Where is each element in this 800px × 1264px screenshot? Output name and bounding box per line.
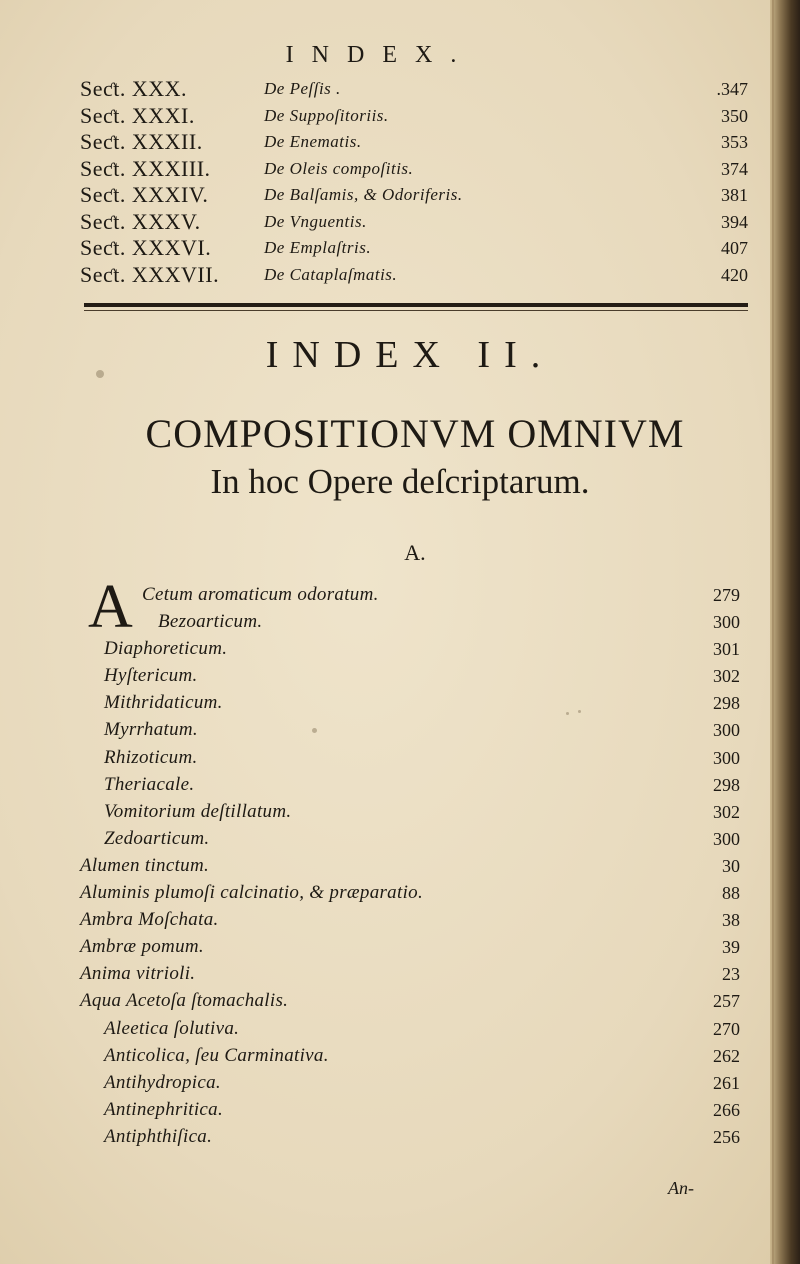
section-title: De Oleis compoſitis. [264,158,414,178]
section-row [80,76,748,103]
index-entry [0,1018,800,1045]
entry-text: Zedoarticum. [104,827,210,849]
index-entry [0,936,800,963]
section-row [80,156,748,183]
index-entry [0,1126,800,1153]
entry-page-number: 298 [713,693,740,714]
entry-page-number: 302 [713,801,740,822]
entry-text: Theriacale. [104,773,195,795]
paper-speck [312,728,317,733]
running-head: INDEX. [285,42,475,68]
entry-page-number: 30 [722,855,740,876]
section-page-number: .347 [716,79,748,99]
section-divider-thick [84,303,748,307]
section-row [80,235,748,262]
entry-page-number: 298 [713,774,740,795]
entry-page-number: 88 [722,883,740,904]
section-number: Seƈt. XXX. [80,76,188,101]
entry-page-number: 301 [713,639,740,660]
entry-text: Alumen tinctum. [80,854,210,876]
entry-text: Hyſtericum. [104,665,198,687]
section-number: Seƈt. XXXI. [80,102,195,128]
section-number: Seƈt. XXXVI. [80,235,212,260]
section-row [80,209,748,236]
entry-text: Diaphoreticum. [104,638,228,660]
entry-text: Ambra Moſchata. [80,909,219,931]
section-row [80,129,748,156]
paper-speck [578,710,581,713]
entry-text: Myrrhatum. [104,719,198,741]
index-entry [0,963,800,990]
index-title: INDEX II. [265,334,555,376]
section-title: De Balſamis, & Odoriferis. [264,185,463,204]
section-number: Seƈt. XXXIII. [80,155,211,181]
section-page-number: 394 [721,211,748,232]
section-title: De Cataplaſmatis. [264,264,398,284]
section-number: Seƈt. XXXV. [80,208,201,234]
section-page-number: 407 [721,238,748,258]
entry-text: Aqua Acetoſa ſtomachalis. [80,990,289,1012]
index-heading-line-1: COMPOSITIONVM OMNIVM [145,411,685,456]
entry-page-number: 300 [713,720,740,741]
section-row [80,262,748,289]
index-entry [0,855,800,882]
entry-page-number: 261 [713,1072,740,1093]
entry-text: Mithridaticum. [104,692,223,714]
entry-text: Anima vitrioli. [80,963,196,985]
index-entry [0,774,800,801]
index-entry [0,1099,800,1126]
index-entry [0,665,800,692]
section-row [80,103,748,130]
entry-page-number: 300 [713,612,740,633]
entry-page-number: 270 [713,1018,740,1039]
index-entry [0,747,800,774]
letter-heading: A. [404,540,426,565]
entry-page-number: 38 [722,910,740,931]
entry-page-number: 39 [722,937,740,958]
index-entry [0,909,800,936]
index-entry [0,584,800,611]
index-entry [0,882,800,909]
index-entry [0,828,800,855]
index-entry [0,801,800,828]
entry-text: Antiphthiſica. [104,1125,213,1147]
section-list [80,76,748,288]
section-title: De Suppoſitoriis. [264,105,389,125]
entry-text: Bezoarticum. [158,611,263,633]
index-entry [0,692,800,719]
paper-speck [96,370,104,378]
entry-text: Aleetica ſolutiva. [104,1017,240,1039]
section-number: Seƈt. XXXIV. [80,182,209,207]
index-entry [0,638,800,665]
entry-text: Cetum aromaticum odoratum. [142,584,379,605]
entry-text: Rhizoticum. [104,746,198,768]
entry-text: Antinephritica. [104,1098,224,1120]
entry-text: Ambræ pomum. [80,936,204,958]
section-title: De Peſſis . [264,79,341,98]
section-page-number: 353 [721,132,748,152]
drop-cap: A [88,573,133,641]
index-entry [0,719,800,746]
section-page-number: 374 [721,158,748,179]
section-title: De Enematis. [264,132,362,151]
section-divider-thin [84,310,748,311]
entry-page-number: 257 [713,991,740,1012]
section-title: De Emplaſtris. [264,238,372,257]
entry-page-number: 23 [722,964,740,985]
index-heading-line-2: In hoc Opere deſcriptarum. [210,462,590,501]
entry-page-number: 279 [713,585,740,605]
paper-speck [566,712,569,715]
section-number: Seƈt. XXXVII. [80,261,220,287]
catchword: An- [668,1178,694,1198]
entry-page-number: 256 [713,1126,740,1147]
entry-page-number: 262 [713,1045,740,1066]
section-row [80,182,748,209]
index-entry [0,611,800,638]
entry-page-number: 300 [713,828,740,849]
entry-text: Anticolica, ſeu Carminativa. [104,1044,329,1066]
section-page-number: 420 [721,264,748,285]
entry-text: Antihydropica. [104,1071,221,1093]
index-entry [0,1072,800,1099]
index-entry [0,1045,800,1072]
entry-page-number: 300 [713,747,740,768]
entry-text: Aluminis plumoſi calcinatio, & præparatio. [80,882,423,904]
index-entry [0,990,800,1017]
section-page-number: 381 [721,185,748,205]
section-number: Seƈt. XXXII. [80,129,203,154]
index-entry-list [0,584,800,1153]
entry-text: Vomitorium deſtillatum. [104,800,292,822]
entry-page-number: 302 [713,666,740,687]
section-page-number: 350 [721,105,748,126]
section-title: De Vnguentis. [264,211,367,231]
entry-page-number: 266 [713,1099,740,1120]
